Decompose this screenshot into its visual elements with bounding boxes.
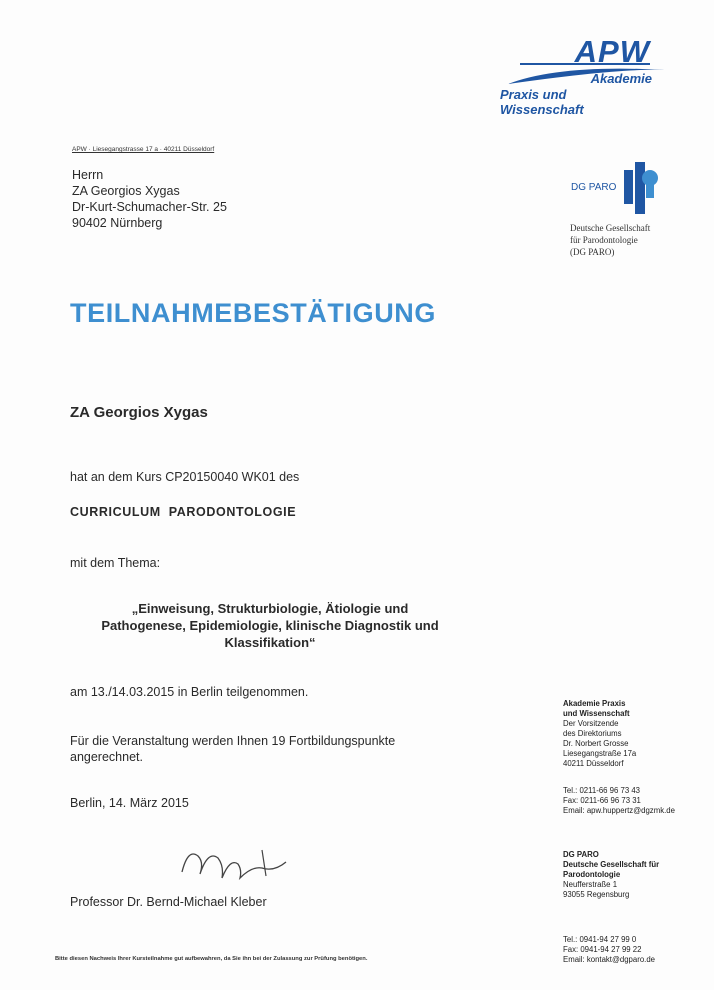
apw-side-org1: Akademie Praxis (563, 699, 626, 708)
curriculum-name: CURRICULUM PARODONTOLOGIE (70, 505, 297, 519)
dgp-side-l1: Neufferstraße 1 (563, 880, 618, 889)
dgparo-logo (568, 160, 678, 220)
dgparo-sidebar-contact (563, 935, 655, 965)
recipient-address-block (72, 167, 227, 231)
apw-side-tel: Tel.: 0211-66 96 73 43 (563, 786, 641, 795)
topic-line1: „Einweisung, Strukturbiologie, Ätiologie und (131, 601, 409, 616)
address-city: 90402 Nürnberg (72, 216, 163, 230)
dgp-side-l2: 93055 Regensburg (563, 890, 630, 899)
course-line: hat an dem Kurs CP20150040 WK01 des (70, 470, 300, 484)
topic-line2: Pathogenese, Epidemiologie, klinische Diagnostik und (101, 618, 439, 633)
place-and-date: Berlin, 14. März 2015 (70, 796, 189, 810)
dgp-side-tel: Tel.: 0941-94 27 99 0 (563, 935, 637, 944)
footer-note: Bitte diesen Nachweis Ihrer Kursteilnahme gut aufbewahren, da Sie ihn bei der Zulassung zur Prüfung benötigen. (55, 956, 368, 962)
apw-side-email: Email: apw.huppertz@dgzmk.de (563, 806, 675, 815)
apw-side-l4: Liesegangstraße 17a (563, 749, 637, 758)
topic-text (70, 600, 470, 651)
dgparo-description (570, 222, 650, 258)
apw-logo-line2: Praxis und Wissenschaft (500, 87, 584, 117)
dgparo-desc-line2: für Parodontologie (570, 235, 638, 245)
sender-return-address: APW · Liesegangstrasse 17 a · 40211 Düsseldorf (72, 146, 215, 153)
dgparo-desc-line3: (DG PARO) (570, 247, 615, 257)
dgp-side-org2: Deutsche Gesellschaft für (563, 860, 660, 869)
apw-sidebar-contact (563, 786, 675, 816)
apw-side-fax: Fax: 0211-66 96 73 31 (563, 796, 641, 805)
apw-side-l3: Dr. Norbert Grosse (563, 739, 629, 748)
handwritten-signature (178, 838, 288, 893)
dgp-side-org1: DG PARO (563, 850, 599, 859)
dgparo-logo-label: DG PARO (571, 182, 617, 193)
dgp-side-org3: Parodontologie (563, 870, 621, 879)
apw-side-org2: und Wissenschaft (563, 709, 630, 718)
dgparo-mark-icon (620, 160, 660, 216)
signer-name: Professor Dr. Bernd-Michael Kleber (70, 895, 267, 909)
apw-side-l1: Der Vorsitzende (563, 719, 619, 728)
apw-logo-line1: Akademie (590, 71, 652, 86)
document-title: TEILNAHMEBESTÄTIGUNG (70, 298, 436, 328)
topic-line3: Klassifikation“ (224, 635, 316, 650)
apw-logo-abbr: APW (574, 34, 650, 69)
apw-side-l5: 40211 Düsseldorf (563, 759, 624, 768)
apw-logo (500, 30, 690, 117)
dgp-side-fax: Fax: 0941-94 27 99 22 (563, 945, 642, 954)
address-street: Dr-Kurt-Schumacher-Str. 25 (72, 200, 227, 214)
apw-side-l2: des Direktoriums (563, 729, 622, 738)
attendance-statement: am 13./14.03.2015 in Berlin teilgenommen. (70, 685, 309, 699)
points-line1: Für die Veranstaltung werden Ihnen 19 Fortbildungspunkte (70, 734, 396, 748)
address-salutation: Herrn (72, 168, 104, 182)
address-name: ZA Georgios Xygas (72, 184, 180, 198)
recipient-name: ZA Georgios Xygas (70, 404, 208, 421)
apw-sidebar-address (563, 699, 636, 769)
dgparo-sidebar-address (563, 850, 659, 900)
dgp-side-email: Email: kontakt@dgparo.de (563, 955, 655, 964)
topic-intro: mit dem Thema: (70, 556, 161, 570)
credit-points-statement (70, 733, 395, 765)
points-line2: angerechnet. (70, 750, 143, 764)
dgparo-desc-line1: Deutsche Gesellschaft (570, 223, 651, 233)
